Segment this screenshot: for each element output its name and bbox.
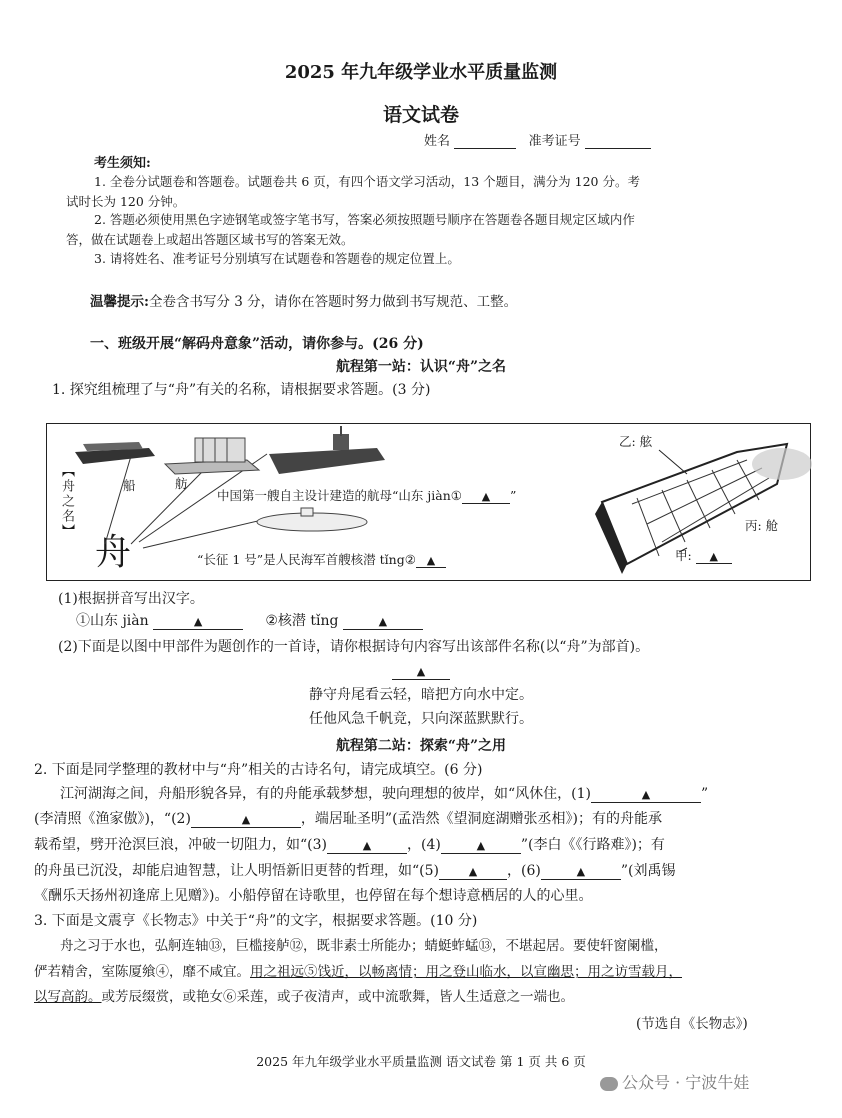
watermark bbox=[600, 1070, 749, 1093]
yi-label: 乙: 舷 bbox=[619, 434, 653, 449]
poem-line-2: 任他风急千帆竞，只向深蓝默默行。 bbox=[309, 711, 533, 727]
part1-heading: 一、班级开展“解码舟意象”活动，请你参与。(26 分) bbox=[90, 336, 424, 352]
ship-figure bbox=[46, 423, 811, 581]
page-subtitle: 语文试卷 bbox=[382, 104, 459, 126]
blank-triangle: ▲ bbox=[378, 615, 388, 628]
q2-line-2 bbox=[34, 808, 662, 828]
q1-sub2: (2)下面是以图中甲部件为题创作的一首诗，请你根据诗句内容写出该部件名称(以“舟”为部首)。 bbox=[58, 639, 650, 655]
q2-text: (李清照《渔家傲》)，“(2) bbox=[34, 811, 191, 827]
station1-heading: 航程第一站：认识“舟”之名 bbox=[335, 359, 507, 375]
notes-heading: 考生须知: bbox=[94, 156, 151, 171]
bing-label: 丙: 舱 bbox=[745, 518, 779, 533]
tip bbox=[90, 290, 517, 310]
candidate-info bbox=[424, 130, 651, 149]
name-field[interactable] bbox=[454, 148, 516, 149]
note-2a: 2. 答题必须使用黑色字迹钢笔或签字笔书写，答案必须按照题号顺序在答题卷各题目规定区域内作 bbox=[94, 212, 635, 227]
note-1b: 试时长为 120 分钟。 bbox=[66, 194, 186, 209]
page-footer: 2025 年九年级学业水平质量监测 语文试卷 第 1 页 共 6 页 bbox=[256, 1054, 586, 1069]
tip-text: 全卷含书写分 3 分，请你在答题时努力做到书写规范、工整。 bbox=[148, 294, 518, 310]
answer-2-blank[interactable] bbox=[343, 613, 423, 630]
line-fang bbox=[131, 472, 202, 544]
figure-big-char: 舟 bbox=[95, 532, 132, 573]
q2-blank-4[interactable] bbox=[441, 837, 521, 854]
q2-line-5: 《酬乐天扬州初逢席上见赠》)。小船停留在诗歌里，也停留在每个想诗意栖居的人的心里。 bbox=[34, 888, 593, 904]
answer-1-blank[interactable] bbox=[153, 613, 243, 630]
q3-stem: 3. 下面是文震亨《长物志》中关于“舟”的文字，根据要求答题。(10 分) bbox=[34, 913, 478, 929]
q1-sub1-answers bbox=[76, 610, 423, 630]
blank-triangle: ▲ bbox=[468, 865, 478, 878]
q2-text: ”(刘禹锡 bbox=[620, 863, 676, 879]
q2-blank-6[interactable] bbox=[541, 863, 621, 880]
q2-text: ，端居耻圣明”(孟浩然《望洞庭湖赠张丞相》)；有的舟能承 bbox=[300, 811, 663, 827]
page-title: 2025 年九年级学业水平质量监测 bbox=[284, 62, 558, 83]
blank-triangle: ▲ bbox=[426, 554, 436, 567]
carrier-icon bbox=[269, 448, 385, 474]
q2-blank-1[interactable] bbox=[591, 786, 701, 803]
quote-close: ” bbox=[509, 488, 517, 503]
q1-stem: 1. 探究组梳理了与“舟”有关的名称，请根据要求答题。(3 分) bbox=[52, 382, 431, 398]
q2-stem: 2. 下面是同学整理的教材中与“舟”相关的古诗名句，请完成填空。(6 分) bbox=[34, 762, 483, 778]
q2-text: ，(6) bbox=[507, 863, 541, 879]
id-field[interactable] bbox=[585, 148, 651, 149]
blank-triangle: ▲ bbox=[241, 813, 251, 826]
sub-text: “长征 1 号”是人民海军首艘核潜 tǐng② bbox=[197, 552, 416, 567]
jia-label bbox=[675, 546, 732, 564]
q2-blank-2[interactable] bbox=[191, 811, 301, 828]
q2-text: ” bbox=[701, 786, 709, 802]
q2-blank-3[interactable] bbox=[327, 837, 407, 854]
carrier-caption bbox=[217, 486, 516, 504]
line-sub bbox=[143, 520, 262, 548]
sub-blank[interactable] bbox=[416, 552, 446, 568]
q3-text: 或芳辰缀赏，或艳女⑥采莲，或子夜清声，或中流歌舞，皆人生适意之一端也。 bbox=[101, 989, 574, 1005]
blank-triangle: ▲ bbox=[481, 490, 491, 503]
q2-text: 江河湖海之间，舟船形貌各异，有的舟能承载梦想，驶向理想的彼岸，如“风休住，(1) bbox=[60, 786, 591, 802]
q3-text: 俨若精舍，室陈厦飨④，靡不咸宜。 bbox=[34, 964, 250, 980]
q3-passage-line-1: 舟之习于水也，弘舸连轴⑬，巨槛接舻⑫，既非素士所能办；蜻蜓蚱蜢⑬，不堪起居。要使轩窗阑槛， bbox=[60, 938, 668, 954]
sub-caption bbox=[197, 550, 446, 568]
q2-line-4 bbox=[34, 860, 675, 880]
q2-text: ”(李白《《行路难》)；有 bbox=[520, 837, 665, 853]
q2-line-3 bbox=[34, 834, 665, 854]
jia-blank[interactable] bbox=[696, 548, 732, 564]
note-1a: 1. 全卷分试题卷和答题卷。试题卷共 6 页，有四个语文学习活动，13 个题目，满分为 120 分。考 bbox=[94, 174, 640, 189]
carrier-blank[interactable] bbox=[462, 488, 510, 504]
wechat-icon bbox=[600, 1077, 618, 1091]
blank-triangle: ▲ bbox=[641, 788, 651, 801]
blank-triangle: ▲ bbox=[476, 839, 486, 852]
note-2b: 答，做在试题卷上或超出答题区域书写的答案无效。 bbox=[66, 232, 354, 247]
figure-side-label: 【舟之名】 bbox=[59, 464, 74, 539]
q2-blank-5[interactable] bbox=[439, 863, 507, 880]
poem-line-1: 静守舟尾看云轻，暗把方向水中定。 bbox=[309, 687, 533, 703]
blank-triangle: ▲ bbox=[193, 615, 203, 628]
note-3: 3. 请将姓名、准考证号分别填写在试题卷和答题卷的规定位置上。 bbox=[94, 251, 460, 266]
watermark-text: 公众号 · 宁波牛娃 bbox=[622, 1073, 750, 1092]
q2-text: 载希望，劈开沧溟巨浪，冲破一切阻力，如“(3) bbox=[34, 837, 327, 853]
label-chuan: 船 bbox=[123, 478, 136, 493]
q3-underlined: 以写高韵。 bbox=[34, 989, 102, 1005]
poem-title-blank-wrap bbox=[392, 660, 450, 680]
answer-2-label: ②核潜 tǐng bbox=[265, 613, 339, 629]
tip-label: 温馨提示: bbox=[90, 294, 149, 310]
jia-text: 甲: bbox=[675, 548, 692, 563]
q3-passage-line-2 bbox=[34, 960, 682, 980]
blank-triangle: ▲ bbox=[362, 839, 372, 852]
blank-triangle: ▲ bbox=[416, 665, 426, 678]
q3-underlined: 用之祖远⑤饯近，以畅离情；用之登山临水，以宣幽思；用之访雪载月， bbox=[250, 964, 682, 980]
line-chuan bbox=[105, 456, 131, 544]
id-label: 准考证号 bbox=[528, 134, 581, 149]
q3-source: (节选自《长物志》) bbox=[636, 1016, 748, 1032]
label-fang: 舫 bbox=[175, 476, 188, 491]
q2-text: 的舟虽已沉没，却能启迪智慧，让人明悟新旧更替的哲理，如“(5) bbox=[34, 863, 439, 879]
station2-heading: 航程第二站：探索“舟”之用 bbox=[335, 738, 507, 754]
q3-passage-line-3 bbox=[34, 985, 574, 1005]
blank-triangle: ▲ bbox=[709, 550, 718, 563]
name-label: 姓名 bbox=[424, 134, 451, 149]
q1-sub1: (1)根据拼音写出汉字。 bbox=[58, 591, 204, 607]
q2-text: ，(4) bbox=[407, 837, 441, 853]
carrier-text: 中国第一艘自主设计建造的航母“山东 jiàn① bbox=[217, 488, 462, 503]
q2-line-1 bbox=[60, 783, 708, 803]
blank-triangle: ▲ bbox=[576, 865, 586, 878]
poem-title-blank[interactable] bbox=[392, 660, 450, 680]
answer-1-label: ①山东 jiàn bbox=[76, 613, 149, 629]
